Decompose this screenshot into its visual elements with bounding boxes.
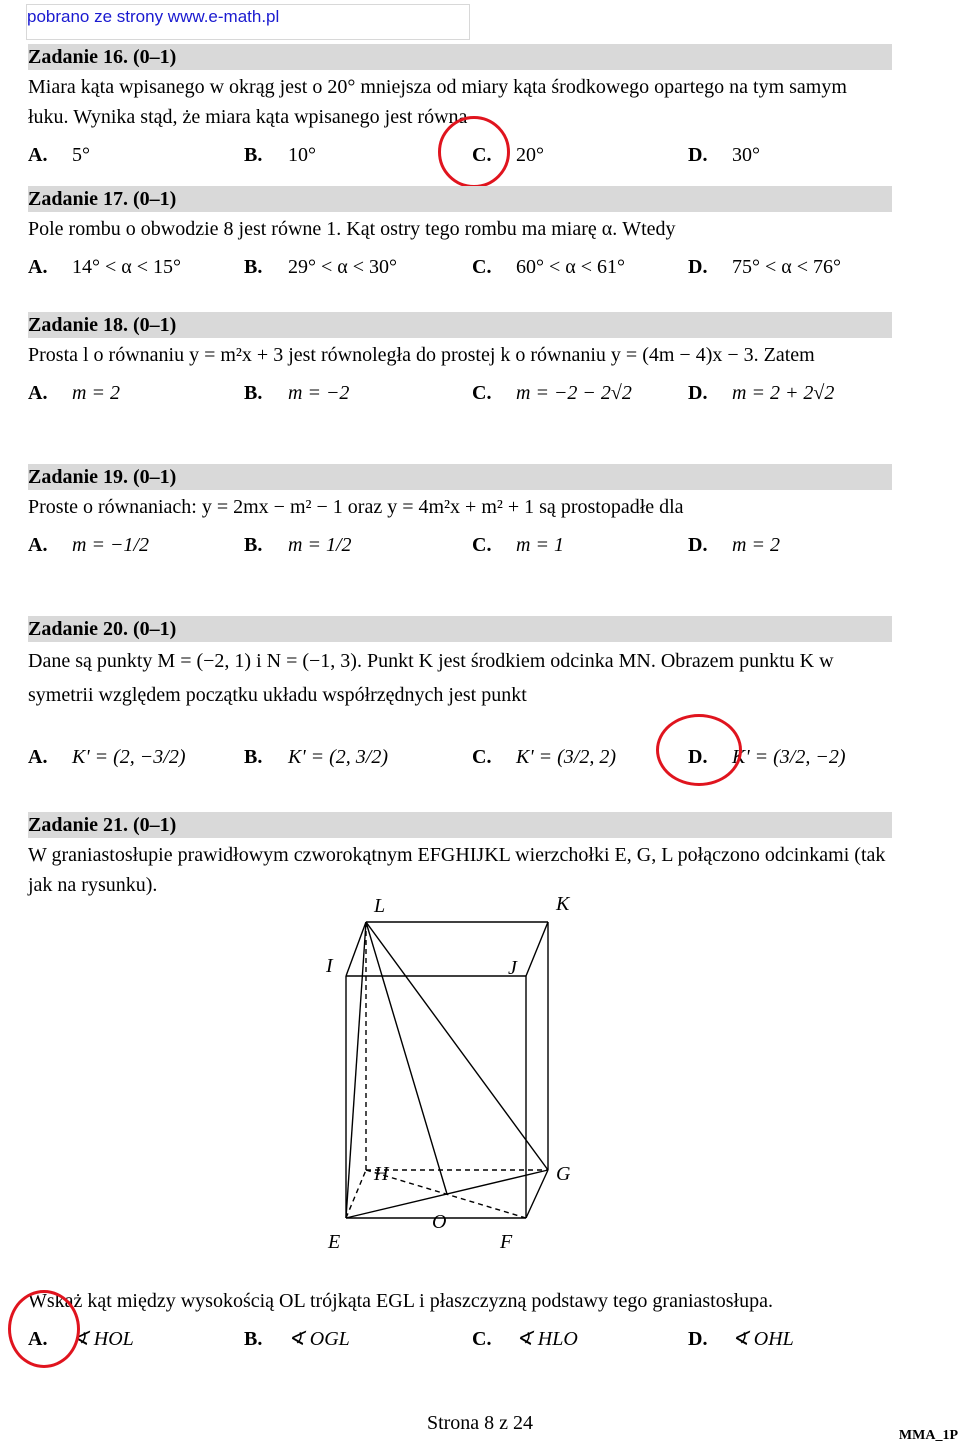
task-question: Wskaż kąt między wysokością OL trójkąta EGL i płaszczyzną podstawy tego graniastosłupa. [28, 1290, 773, 1312]
task-text: Prosta l o równaniu y = m²x + 3 jest równoległa do prostej k o równaniu y = (4m − 4)x − 3. Zatem [28, 344, 815, 366]
answer-a[interactable]: A. K' = (2, −3/2) [28, 746, 186, 768]
answer-c[interactable]: C. 20° [472, 144, 544, 166]
task-header: Zadanie 19. (0–1) [28, 464, 892, 490]
vertex-label-o: O [432, 1211, 447, 1233]
answer-b[interactable]: B. 29° < α < 30° [244, 256, 398, 278]
vertex-label-j: J [508, 957, 517, 979]
answer-b[interactable]: B. ∢ OGL [244, 1328, 350, 1350]
page-number: Strona 8 z 24 [426, 1412, 534, 1434]
answer-d[interactable]: D. K' = (3/2, −2) [688, 746, 846, 768]
task-text: Proste o równaniach: y = 2mx − m² − 1 oraz y = 4m²x + m² + 1 są prostopadłe dla [28, 496, 684, 518]
answer-d[interactable]: D. 30° [688, 144, 760, 166]
answer-c[interactable]: C. ∢ HLO [472, 1328, 578, 1350]
answer-c[interactable]: C. K' = (3/2, 2) [472, 746, 616, 768]
vertex-label-g: G [556, 1163, 571, 1185]
task-text: Miara kąta wpisanego w okrąg jest o 20° mniejsza od miary kąta środkowego opartego na tym samym łuku. Wynika stąd, że miara kąta wpisanego jest równa [28, 76, 847, 128]
answer-options [28, 528, 892, 562]
task-16 [28, 44, 892, 172]
answer-b[interactable]: B. m = −2 [244, 382, 350, 404]
answer-b[interactable]: B. 10° [244, 144, 316, 166]
answer-a[interactable]: A. m = −1/2 [28, 534, 149, 556]
answer-d[interactable]: D. 75° < α < 76° [688, 256, 842, 278]
task-21-question [28, 1284, 892, 1356]
answer-c[interactable]: C. m = −2 − 2√2 [472, 382, 632, 404]
source-link[interactable]: pobrano ze strony www.e-math.pl [26, 4, 470, 40]
vertex-label-k: K [556, 893, 570, 915]
vertex-label-e: E [328, 1231, 341, 1253]
vertex-label-l: L [374, 895, 386, 917]
task-header: Zadanie 16. (0–1) [28, 44, 892, 70]
prism-figure [300, 880, 620, 1260]
task-text: Dane są punkty M = (−2, 1) i N = (−1, 3). Punkt K jest środkiem odcinka MN. Obrazem punktu K w symetrii względem początku układu współrzędnych jest punkt [28, 650, 834, 706]
answer-options [28, 1322, 892, 1356]
task-header: Zadanie 21. (0–1) [28, 812, 892, 838]
answer-a[interactable]: A. m = 2 [28, 382, 120, 404]
vertex-label-h: H [374, 1163, 389, 1185]
answer-a[interactable]: A. ∢ HOL [28, 1328, 134, 1350]
answer-options [28, 740, 892, 774]
answer-options [28, 138, 892, 172]
task-18 [28, 312, 892, 410]
answer-b[interactable]: B. m = 1/2 [244, 534, 352, 556]
task-17 [28, 186, 892, 284]
vertex-label-f: F [500, 1231, 513, 1253]
exam-code: MMA_1P [898, 1428, 958, 1443]
answer-d[interactable]: D. m = 2 [688, 534, 780, 556]
task-text: Pole rombu o obwodzie 8 jest równe 1. Kąt ostry tego rombu ma miarę α. Wtedy [28, 218, 676, 240]
answer-c[interactable]: C. m = 1 [472, 534, 564, 556]
task-text: W graniastosłupie prawidłowym czworokątnym EFGHIJKL wierzchołki E, G, L połączono odcinkami (tak jak na rysunku). [28, 844, 886, 896]
task-header: Zadanie 18. (0–1) [28, 312, 892, 338]
answer-d[interactable]: D. m = 2 + 2√2 [688, 382, 835, 404]
vertex-label-i: I [326, 955, 333, 977]
answer-a[interactable]: A. 14° < α < 15° [28, 256, 182, 278]
task-20 [28, 616, 892, 774]
task-header: Zadanie 17. (0–1) [28, 186, 892, 212]
answer-d[interactable]: D. ∢ OHL [688, 1328, 794, 1350]
task-19 [28, 464, 892, 562]
answer-b[interactable]: B. K' = (2, 3/2) [244, 746, 388, 768]
answer-c[interactable]: C. 60° < α < 61° [472, 256, 626, 278]
answer-a[interactable]: A. 5° [28, 144, 90, 166]
answer-options [28, 376, 892, 410]
answer-options [28, 250, 892, 284]
task-header: Zadanie 20. (0–1) [28, 616, 892, 642]
